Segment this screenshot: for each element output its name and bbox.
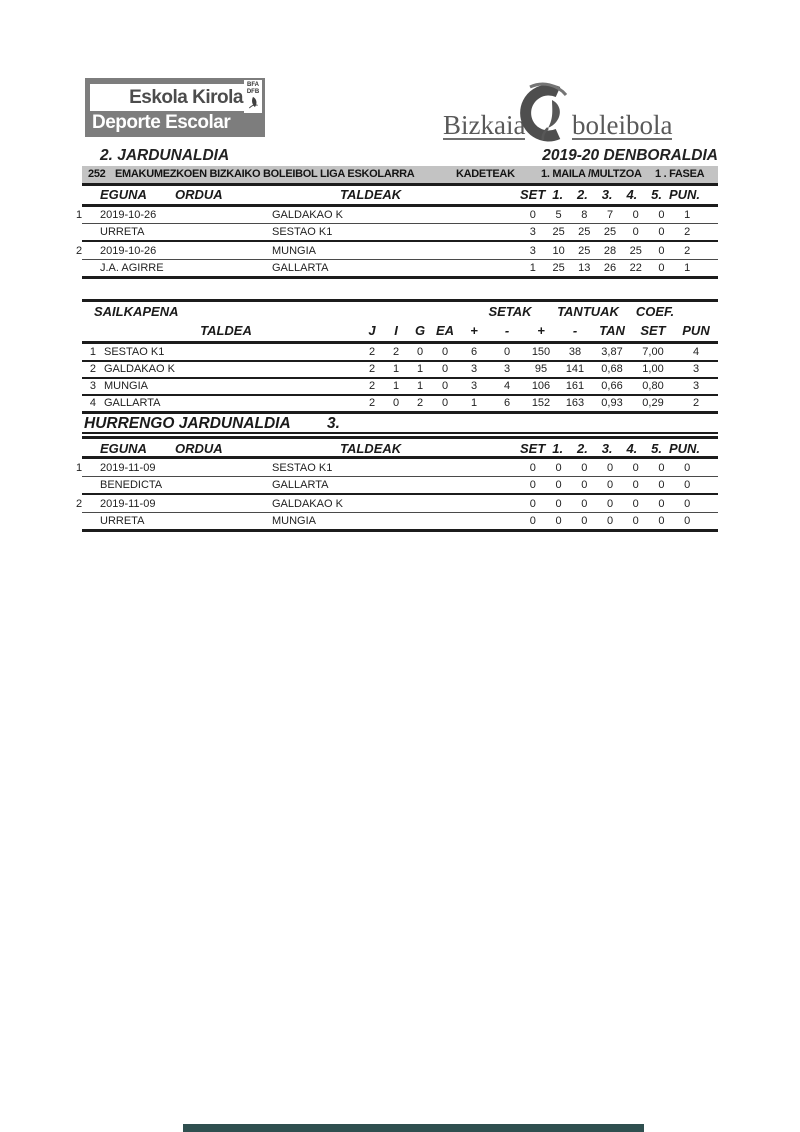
team-name: GALDAKAO K bbox=[272, 209, 343, 221]
score-cell: 0 bbox=[684, 462, 691, 474]
col-ordua: ORDUA bbox=[175, 187, 223, 202]
team-name: SESTAO K1 bbox=[104, 346, 165, 358]
group-header-coef: COEF. bbox=[635, 304, 675, 319]
score-col-header: SET bbox=[520, 187, 546, 202]
league-name: EMAKUMEZKOEN BIZKAIKO BOLEIBOL LIGA ESKOLARRA bbox=[115, 168, 415, 180]
standings-title: SAILKAPENA bbox=[94, 304, 179, 319]
stat-cell: 2 bbox=[392, 346, 400, 358]
score-cell: 0 bbox=[658, 498, 665, 510]
leaf-icon bbox=[247, 96, 259, 109]
score-cells bbox=[520, 460, 700, 476]
score-col-header: SET bbox=[520, 441, 546, 456]
score-cell: 0 bbox=[658, 226, 665, 238]
score-cells bbox=[520, 496, 700, 512]
col-taldea: TALDEA bbox=[200, 323, 252, 338]
next-round-title: HURRENGO JARDUNALDIA bbox=[84, 415, 291, 432]
team-name: GALLARTA bbox=[272, 262, 329, 274]
match-date: 2019-11-09 bbox=[100, 498, 156, 510]
stat-cell: 0 bbox=[416, 346, 424, 358]
stat-cells bbox=[360, 379, 718, 394]
stat-cell: 150 bbox=[531, 346, 551, 358]
stat-col-header: J bbox=[368, 323, 376, 338]
rank: 4 bbox=[89, 397, 96, 409]
score-cell: 0 bbox=[606, 515, 614, 527]
standings-row bbox=[0, 379, 800, 394]
stat-cell: 0,68 bbox=[601, 363, 623, 375]
score-cell: 0 bbox=[581, 462, 588, 474]
score-cell: 2 bbox=[684, 226, 691, 238]
score-cell: 2 bbox=[684, 245, 691, 257]
score-cell: 25 bbox=[578, 226, 591, 238]
match-number: 2 bbox=[75, 498, 83, 510]
stat-cell: 4 bbox=[503, 380, 511, 392]
score-cells bbox=[520, 513, 700, 529]
stat-cell: 3 bbox=[692, 380, 700, 392]
stat-col-header: SET bbox=[640, 323, 666, 338]
badge-dfb-label: DFB bbox=[246, 89, 260, 95]
score-cells bbox=[520, 224, 700, 240]
score-col-header: PUN. bbox=[668, 441, 701, 456]
stat-cell: 106 bbox=[531, 380, 551, 392]
bizkaia-wordmark: Bizkaia bbox=[443, 110, 526, 140]
score-cell: 0 bbox=[555, 515, 562, 527]
stat-cell: 161 bbox=[565, 380, 585, 392]
score-cells bbox=[520, 260, 700, 276]
stat-cell: 3 bbox=[470, 380, 478, 392]
bfa-dfb-badge bbox=[244, 80, 262, 113]
score-cells bbox=[520, 243, 700, 259]
score-cell: 0 bbox=[529, 498, 536, 510]
score-col-header: 2. bbox=[576, 441, 588, 456]
score-cell: 0 bbox=[658, 262, 665, 274]
col-taldeak: TALDEAK bbox=[340, 187, 402, 202]
stat-cell: 0 bbox=[441, 363, 449, 375]
score-cell: 0 bbox=[606, 479, 614, 491]
score-cell: 22 bbox=[629, 262, 642, 274]
stat-col-header: TAN bbox=[599, 323, 625, 338]
league-category: KADETEAK bbox=[456, 168, 515, 180]
stat-cell: 3 bbox=[692, 363, 700, 375]
stat-cell: 0,29 bbox=[642, 397, 664, 409]
badge-bfa-label: BFA bbox=[247, 82, 259, 88]
table-row bbox=[0, 460, 800, 476]
stat-cell: 1,00 bbox=[642, 363, 664, 375]
standings-row bbox=[0, 362, 800, 377]
col-ordua: ORDUA bbox=[175, 441, 223, 456]
score-cells bbox=[520, 207, 700, 223]
score-cell: 0 bbox=[632, 479, 639, 491]
volleyball-swirl-icon bbox=[514, 82, 572, 149]
score-col-header: 5. bbox=[651, 187, 663, 202]
score-cell: 1 bbox=[684, 209, 691, 221]
stat-cell: 2 bbox=[368, 397, 376, 409]
stat-cell: 2 bbox=[368, 363, 376, 375]
standings-row bbox=[0, 345, 800, 360]
score-cell: 0 bbox=[529, 462, 536, 474]
stat-cell: 2 bbox=[368, 346, 376, 358]
boleibola-wordmark: boleibola bbox=[572, 110, 673, 140]
score-cell: 0 bbox=[606, 498, 614, 510]
eskola-kirola-logo bbox=[85, 78, 265, 137]
score-cell: 0 bbox=[632, 209, 639, 221]
score-cell: 25 bbox=[552, 226, 565, 238]
stat-cell: 0,80 bbox=[642, 380, 664, 392]
stat-cell: 2 bbox=[416, 397, 424, 409]
team-name: SESTAO K1 bbox=[272, 226, 333, 238]
col-eguna: EGUNA bbox=[100, 441, 147, 456]
match-number: 1 bbox=[75, 209, 83, 221]
stat-col-header: + bbox=[537, 323, 545, 338]
score-cell: 0 bbox=[581, 515, 588, 527]
standings-row bbox=[0, 396, 800, 411]
score-cell: 10 bbox=[552, 245, 565, 257]
score-cell: 5 bbox=[555, 209, 562, 221]
score-cell: 1 bbox=[529, 262, 536, 274]
score-col-header: 2. bbox=[576, 187, 588, 202]
eskola-kirola-title: Eskola Kirola bbox=[90, 84, 248, 111]
score-cell: 0 bbox=[606, 462, 614, 474]
stat-cell: 0 bbox=[441, 346, 449, 358]
match-date: 2019-10-26 bbox=[100, 209, 157, 221]
stat-cell: 6 bbox=[470, 346, 478, 358]
stat-cell: 38 bbox=[568, 346, 582, 358]
rank: 3 bbox=[89, 380, 96, 392]
group-header-tantuak: TANTUAK bbox=[557, 304, 619, 319]
score-cell: 0 bbox=[529, 209, 536, 221]
stat-cell: 0,93 bbox=[601, 397, 623, 409]
score-cell: 0 bbox=[555, 479, 562, 491]
stat-cell: 3,87 bbox=[601, 346, 623, 358]
table-row bbox=[0, 243, 800, 259]
deporte-escolar-label: Deporte Escolar bbox=[92, 112, 231, 133]
match-date: 2019-11-09 bbox=[100, 462, 156, 474]
score-cell: 0 bbox=[581, 498, 588, 510]
stat-cell: 0 bbox=[503, 346, 511, 358]
team-name: GALLARTA bbox=[272, 479, 329, 491]
score-col-headers bbox=[520, 186, 700, 203]
stat-cell: 95 bbox=[534, 363, 548, 375]
team-name: MUNGIA bbox=[272, 515, 316, 527]
match-number: 1 bbox=[75, 462, 83, 474]
stat-cell: 1 bbox=[392, 380, 400, 392]
score-cell: 0 bbox=[684, 515, 691, 527]
table-row bbox=[0, 224, 800, 240]
score-col-header: 1. bbox=[552, 187, 564, 202]
score-col-header: 5. bbox=[651, 441, 663, 456]
group-header-setak: SETAK bbox=[488, 304, 532, 319]
score-cell: 0 bbox=[658, 462, 665, 474]
score-cell: 0 bbox=[632, 226, 639, 238]
score-cell: 0 bbox=[658, 245, 665, 257]
stat-cells bbox=[360, 362, 718, 377]
rank: 2 bbox=[89, 363, 96, 375]
next-round-number: 3. bbox=[327, 415, 340, 432]
stat-cell: 4 bbox=[692, 346, 700, 358]
score-cell: 0 bbox=[529, 479, 536, 491]
match-venue: URRETA bbox=[100, 515, 145, 527]
score-col-header: 3. bbox=[601, 187, 613, 202]
score-cell: 0 bbox=[658, 209, 665, 221]
stat-col-header: - bbox=[572, 323, 578, 338]
score-cell: 3 bbox=[529, 245, 536, 257]
stat-col-header: EA bbox=[435, 323, 455, 338]
standings-col-headers bbox=[360, 321, 718, 340]
score-cell: 25 bbox=[552, 262, 565, 274]
score-cell: 1 bbox=[684, 262, 691, 274]
stat-col-header: I bbox=[394, 323, 398, 338]
next-round-header-row bbox=[0, 440, 800, 457]
score-cell: 25 bbox=[578, 245, 591, 257]
table-row bbox=[0, 477, 800, 493]
stat-cell: 1 bbox=[416, 363, 424, 375]
team-name: SESTAO K1 bbox=[272, 462, 333, 474]
table-row bbox=[0, 513, 800, 529]
match-venue: BENEDICTA bbox=[100, 479, 163, 491]
score-cell: 3 bbox=[529, 226, 536, 238]
round-title: 2. JARDUNALDIA bbox=[100, 147, 230, 164]
stat-cell: 0 bbox=[441, 380, 449, 392]
score-cell: 13 bbox=[578, 262, 591, 274]
results-header-row bbox=[0, 186, 800, 203]
score-cell: 25 bbox=[603, 226, 617, 238]
score-cell: 0 bbox=[684, 498, 691, 510]
league-code: 252 bbox=[88, 168, 106, 180]
stat-col-header: - bbox=[504, 323, 510, 338]
table-row bbox=[0, 260, 800, 276]
league-phase: 1 . FASEA bbox=[655, 168, 705, 180]
score-col-header: 4. bbox=[626, 441, 638, 456]
score-col-header: 3. bbox=[601, 441, 613, 456]
stat-cell: 3 bbox=[470, 363, 478, 375]
score-col-headers bbox=[520, 440, 700, 457]
stat-cell: 7,00 bbox=[642, 346, 664, 358]
score-cell: 0 bbox=[632, 498, 639, 510]
score-cell: 0 bbox=[632, 462, 639, 474]
stat-cell: 0 bbox=[392, 397, 400, 409]
score-cell: 7 bbox=[606, 209, 614, 221]
stat-cells bbox=[360, 345, 718, 360]
season-title: 2019-20 DENBORALDIA bbox=[542, 147, 718, 164]
stat-cell: 3 bbox=[503, 363, 511, 375]
stat-cell: 152 bbox=[531, 397, 551, 409]
team-name: MUNGIA bbox=[104, 380, 148, 392]
score-cell: 8 bbox=[581, 209, 588, 221]
team-name: GALDAKAO K bbox=[272, 498, 343, 510]
rank: 1 bbox=[89, 346, 96, 358]
league-group: 1. MAILA /MULTZOA bbox=[541, 168, 642, 180]
stat-cells bbox=[360, 396, 718, 411]
stat-cell: 1 bbox=[392, 363, 400, 375]
stat-cell: 163 bbox=[565, 397, 585, 409]
score-cell: 0 bbox=[658, 515, 665, 527]
score-cell: 0 bbox=[684, 479, 691, 491]
match-venue: J.A. AGIRRE bbox=[100, 262, 164, 274]
stat-cell: 141 bbox=[565, 363, 585, 375]
team-name: GALDAKAO K bbox=[104, 363, 175, 375]
stat-cell: 0 bbox=[441, 397, 449, 409]
match-venue: URRETA bbox=[100, 226, 145, 238]
team-name: GALLARTA bbox=[104, 397, 161, 409]
stat-cell: 1 bbox=[470, 397, 478, 409]
score-cell: 0 bbox=[555, 462, 562, 474]
score-cell: 0 bbox=[632, 515, 639, 527]
score-col-header: 4. bbox=[626, 187, 638, 202]
team-name: MUNGIA bbox=[272, 245, 316, 257]
col-taldeak: TALDEAK bbox=[340, 441, 402, 456]
league-info-bar bbox=[82, 166, 718, 183]
score-cell: 0 bbox=[555, 498, 562, 510]
table-row bbox=[0, 496, 800, 512]
score-cell: 26 bbox=[603, 262, 617, 274]
stat-cell: 6 bbox=[503, 397, 511, 409]
score-col-header: PUN. bbox=[668, 187, 701, 202]
stat-col-header: + bbox=[470, 323, 478, 338]
stat-col-header: PUN bbox=[682, 323, 710, 338]
table-row bbox=[0, 207, 800, 223]
stat-col-header: G bbox=[414, 323, 426, 338]
score-cell: 25 bbox=[629, 245, 642, 257]
score-cell: 0 bbox=[529, 515, 536, 527]
standings-header-row bbox=[0, 321, 800, 340]
score-col-header: 1. bbox=[552, 441, 564, 456]
stat-cell: 2 bbox=[368, 380, 376, 392]
stat-cell: 2 bbox=[692, 397, 700, 409]
stat-cell: 1 bbox=[416, 380, 424, 392]
score-cell: 0 bbox=[581, 479, 588, 491]
standings-group-header-row bbox=[0, 303, 800, 320]
stat-cell: 0,66 bbox=[601, 380, 623, 392]
score-cell: 28 bbox=[603, 245, 617, 257]
score-cell: 0 bbox=[658, 479, 665, 491]
bottom-edge-bar bbox=[183, 1124, 644, 1132]
score-cells bbox=[520, 477, 700, 493]
col-eguna: EGUNA bbox=[100, 187, 147, 202]
match-date: 2019-10-26 bbox=[100, 245, 157, 257]
match-number: 2 bbox=[75, 245, 83, 257]
